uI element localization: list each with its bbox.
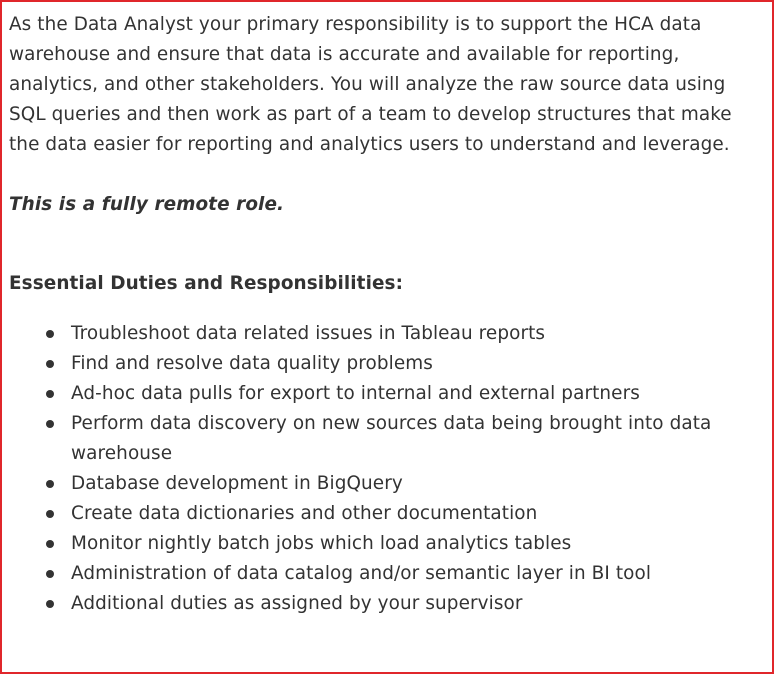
- duty-text: Ad-hoc data pulls for export to internal and external partners: [71, 383, 640, 404]
- job-description: [9, 10, 749, 619]
- remote-role-note: This is a fully remote role.: [9, 194, 285, 215]
- intro-paragraph: As the Data Analyst your primary responsibility is to support the HCA data warehouse and ensure that data is accurate and available for reporting, analytics, and other stakeholders. You will analyze the raw source data using SQL queries and then work as part of a team to develop structures that make the data easier for reporting and analytics users to understand and leverage.: [9, 14, 732, 155]
- bullet-icon: [46, 510, 54, 518]
- duty-text: Monitor nightly batch jobs which load analytics tables: [71, 533, 572, 554]
- duty-text: Administration of data catalog and/or semantic layer in BI tool: [71, 563, 652, 584]
- duties-heading: Essential Duties and Responsibilities:: [9, 273, 404, 294]
- bullet-icon: [46, 420, 54, 428]
- duty-item: [9, 409, 749, 469]
- bullet-icon: [46, 570, 54, 578]
- duty-text: Additional duties as assigned by your supervisor: [71, 593, 523, 614]
- duty-text: Perform data discovery on new sources data being brought into data warehouse: [71, 413, 712, 464]
- duty-item: [9, 529, 749, 559]
- duty-text: Troubleshoot data related issues in Tableau reports: [71, 323, 546, 344]
- duty-item: [9, 349, 749, 379]
- duty-item: [9, 379, 749, 409]
- duty-item: [9, 469, 749, 499]
- bullet-icon: [46, 390, 54, 398]
- duty-text: Database development in BigQuery: [71, 473, 403, 494]
- bullet-icon: [46, 480, 54, 488]
- duties-list: [9, 319, 749, 619]
- bullet-icon: [46, 540, 54, 548]
- duty-text: Create data dictionaries and other documentation: [71, 503, 538, 524]
- duty-item: [9, 589, 749, 619]
- duty-text: Find and resolve data quality problems: [71, 353, 433, 374]
- duty-item: [9, 559, 749, 589]
- duty-item: [9, 499, 749, 529]
- duty-item: [9, 319, 749, 349]
- bullet-icon: [46, 600, 54, 608]
- bullet-icon: [46, 360, 54, 368]
- bullet-icon: [46, 330, 54, 338]
